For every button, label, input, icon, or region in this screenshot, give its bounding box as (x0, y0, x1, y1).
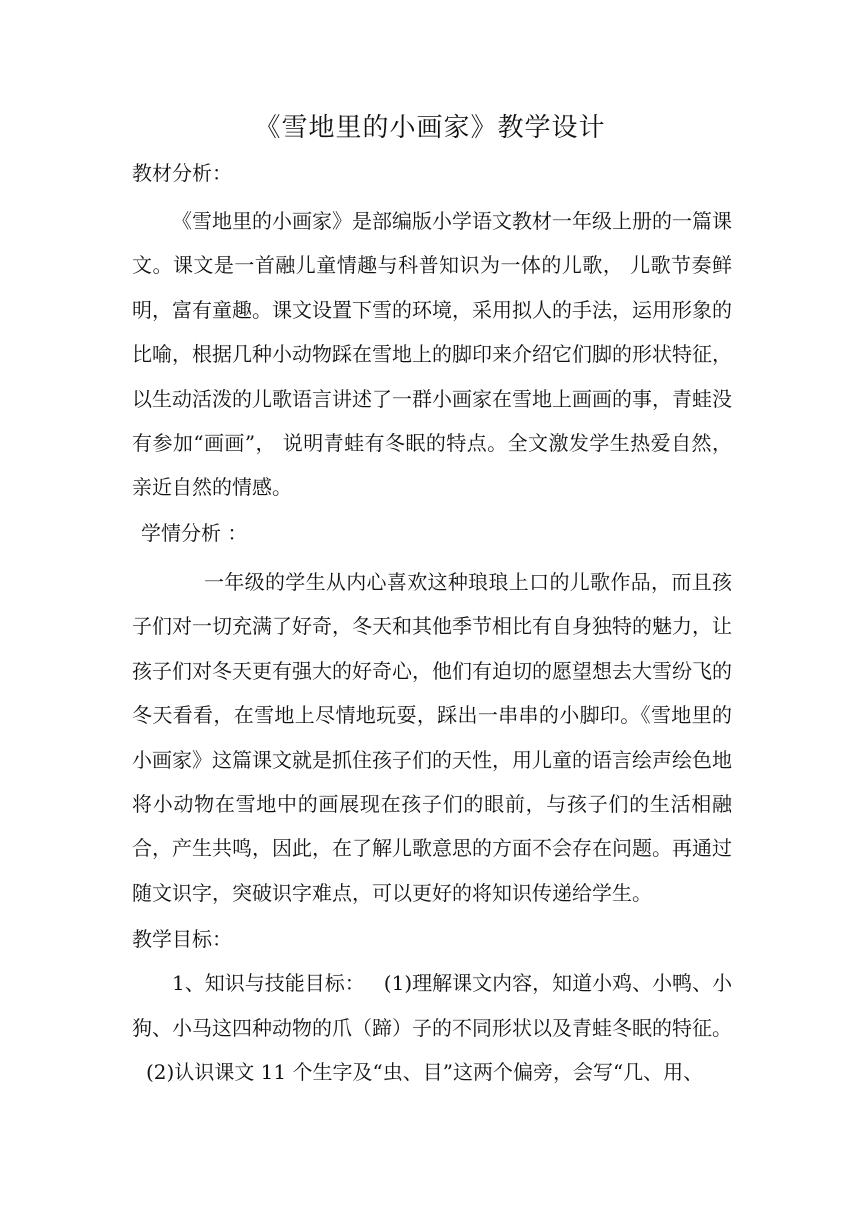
paragraph-textbook-analysis: 《雪地里的小画家》是部编版小学语文教材一年级上册的一篇课文。课文是一首融儿童情趣与科普知识为一体的儿歌， 儿歌节奏鲜明，富有童趣。课文设置下雪的环境，采用拟人的手法，运用形象的比喻，根据几种小动物踩在雪地上的脚印来介绍它们脚的形状特征，以生动活泼的儿歌语言讲述了一群小画家在雪地上画画的事，青蛙没有参加“画画”， 说明青蛙有冬眠的特点。全文激发学生热爱自然，亲近自然的情感。 (132, 209, 732, 500)
document-title: 《雪地里的小画家》教学设计 (254, 113, 606, 143)
section-heading-teaching-goals: 教学目标： (132, 927, 232, 951)
goal-line-2: 狗、小马这四种动物的爪（蹄）子的不同形状以及青蛙冬眠的特征。 (132, 1016, 732, 1040)
goal-line-3: (2)认识课文 11 个生字及“虫、目”这两个偏旁，会写“几、用、 (146, 1060, 704, 1084)
paragraph-learner-analysis: 一年级的学生从内心喜欢这种琅琅上口的儿歌作品，而且孩子们对一切充满了好奇，冬天和其他季节相比有自身独特的魅力，让孩子们对冬天更有强大的好奇心，他们有迫切的愿望想去大雪纷飞的冬天看看，在雪地上尽情地玩耍，踩出一串串的小脚印。《雪地里的小画家》这篇课文就是抓住孩子们的天性，用儿童的语言绘声绘色地将小动物在雪地中的画展现在孩子们的眼前，与孩子们的生活相融合，产生共鸣，因此，在了解儿歌意思的方面不会存在问题。再通过随文识字，突破识字难点，可以更好的将知识传递给学生。 (132, 570, 732, 905)
section-heading-learner-analysis: 学情分析 ： (141, 521, 248, 545)
goal-line-1: 1、知识与技能目标： (1)理解课文内容，知道小鸡、小鸭、小 (172, 971, 733, 995)
section-heading-textbook-analysis: 教材分析： (132, 161, 232, 185)
